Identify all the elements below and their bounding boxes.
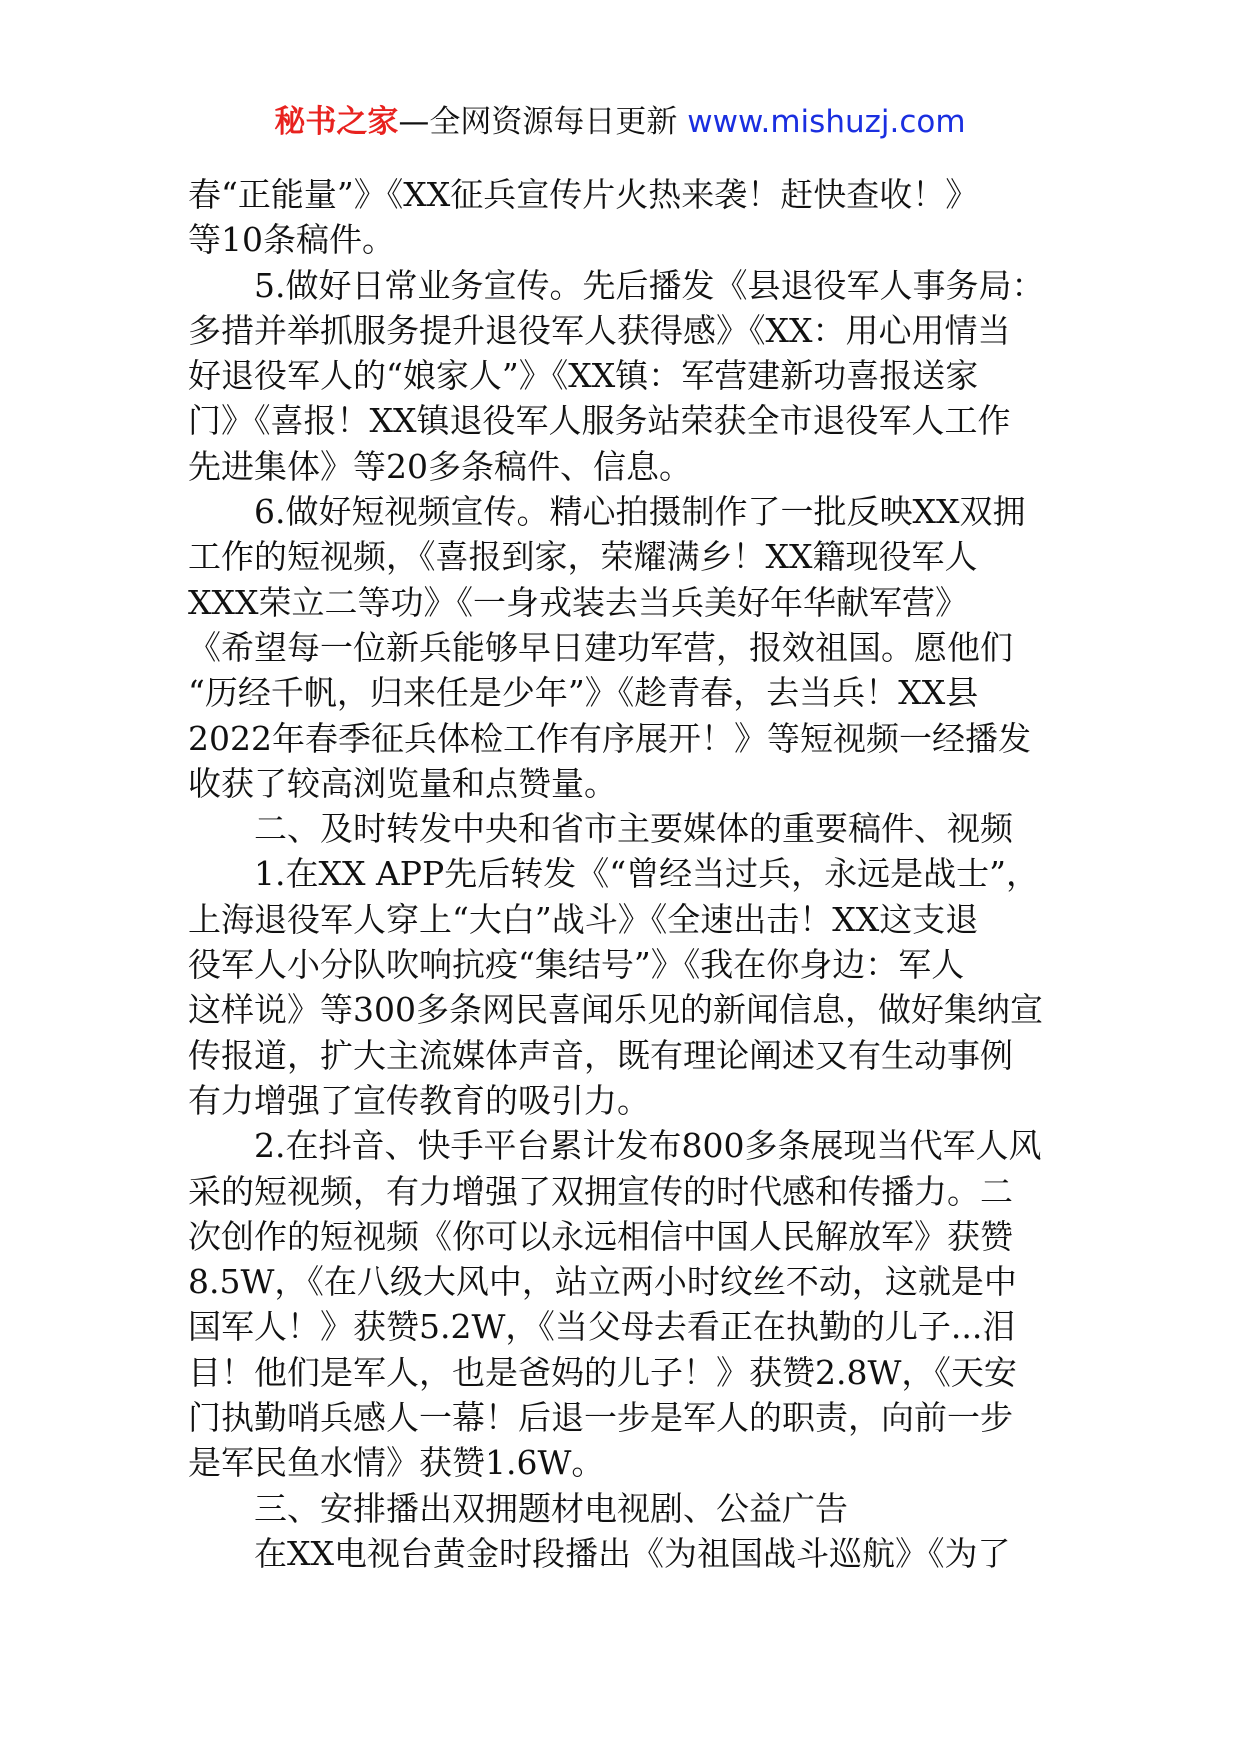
text-line: “历经千帆，归来任是少年”》《趁青春，去当兵！XX县 — [188, 673, 979, 713]
text-line: 国军人！》获赞5.2W，《当父母去看正在执勤的儿子...泪 — [188, 1307, 1016, 1347]
brand-name: 秘书之家 — [274, 104, 399, 140]
text-line: 上海退役军人穿上“大白”战斗》《全速出击！XX这支退 — [188, 899, 979, 939]
document-body — [188, 172, 1058, 1576]
header-tagline: —全网资源每日更新 — [398, 104, 678, 140]
text-line: 传报道，扩大主流媒体声音，既有理论阐述又有生动事例 — [188, 1035, 1013, 1075]
text-line: 门执勤哨兵感人一幕！后退一步是军人的职责，向前一步 — [188, 1398, 1013, 1438]
text-line: 《希望每一位新兵能够早日建功军营，报效祖国。愿他们 — [188, 627, 1013, 667]
text-line: 目！他们是军人，也是爸妈的儿子！》获赞2.8W，《天安 — [188, 1352, 1017, 1392]
text-line: 2.在抖音、快手平台累计发布800多条展现当代军人风 — [254, 1126, 1042, 1166]
text-line: 是军民鱼水情》获赞1.6W。 — [188, 1443, 605, 1483]
site-url-link[interactable]: www.mishuzj.com — [687, 104, 966, 140]
text-line: 采的短视频，有力增强了双拥宣传的时代感和传播力。二 — [188, 1171, 1013, 1211]
text-line: 春“正能量”》《XX征兵宣传片火热来袭！赶快查收！》 — [188, 175, 979, 214]
text-line: 好退役军人的“娘家人”》《XX镇：军营建新功喜报送家 — [188, 356, 979, 396]
text-line: 收获了较高浏览量和点赞量。 — [188, 763, 617, 803]
text-line: 在XX电视台黄金时段播出《为祖国战斗巡航》《为了 — [254, 1533, 1011, 1573]
page-header — [0, 100, 1240, 144]
text-line: 二、及时转发中央和省市主要媒体的重要稿件、视频 — [254, 809, 1013, 849]
text-line: 1.在XX APP先后转发《“曾经当过兵，永远是战士”， — [254, 854, 1039, 894]
text-line: 5.做好日常业务宣传。先后播发《县退役军人事务局： — [254, 265, 1045, 305]
text-line: 门》《喜报！XX镇退役军人服务站荣获全市退役军人工作 — [188, 401, 1011, 441]
text-line: 2022年春季征兵体检工作有序展开！》等短视频一经播发 — [188, 718, 1031, 758]
text-line: 先进集体》等20多条稿件、信息。 — [188, 446, 692, 486]
text-line: 有力增强了宣传教育的吸引力。 — [188, 1080, 650, 1120]
text-line: 役军人小分队吹响抗疫“集结号”》《我在你身边：军人 — [188, 945, 965, 985]
text-line: 这样说》等300多条网民喜闻乐见的新闻信息，做好集纳宣 — [188, 990, 1043, 1030]
text-line: 三、安排播出双拥题材电视剧、公益广告 — [254, 1488, 848, 1528]
text-line: 多措并举抓服务提升退役军人获得感》《XX：用心用情当 — [188, 310, 1011, 350]
text-line: 工作的短视频，《喜报到家，荣耀满乡！XX籍现役军人 — [188, 537, 978, 577]
text-line: 等10条稿件。 — [188, 220, 395, 260]
text-line: 次创作的短视频《你可以永远相信中国人民解放军》获赞 — [188, 1216, 1013, 1256]
text-line: 8.5W，《在八级大风中，站立两小时纹丝不动，这就是中 — [188, 1262, 1017, 1302]
text-line: 6.做好短视频宣传。精心拍摄制作了一批反映XX双拥 — [254, 492, 1026, 532]
text-line: XXX荣立二等功》《一身戎装去当兵美好年华献军营》 — [188, 582, 968, 622]
